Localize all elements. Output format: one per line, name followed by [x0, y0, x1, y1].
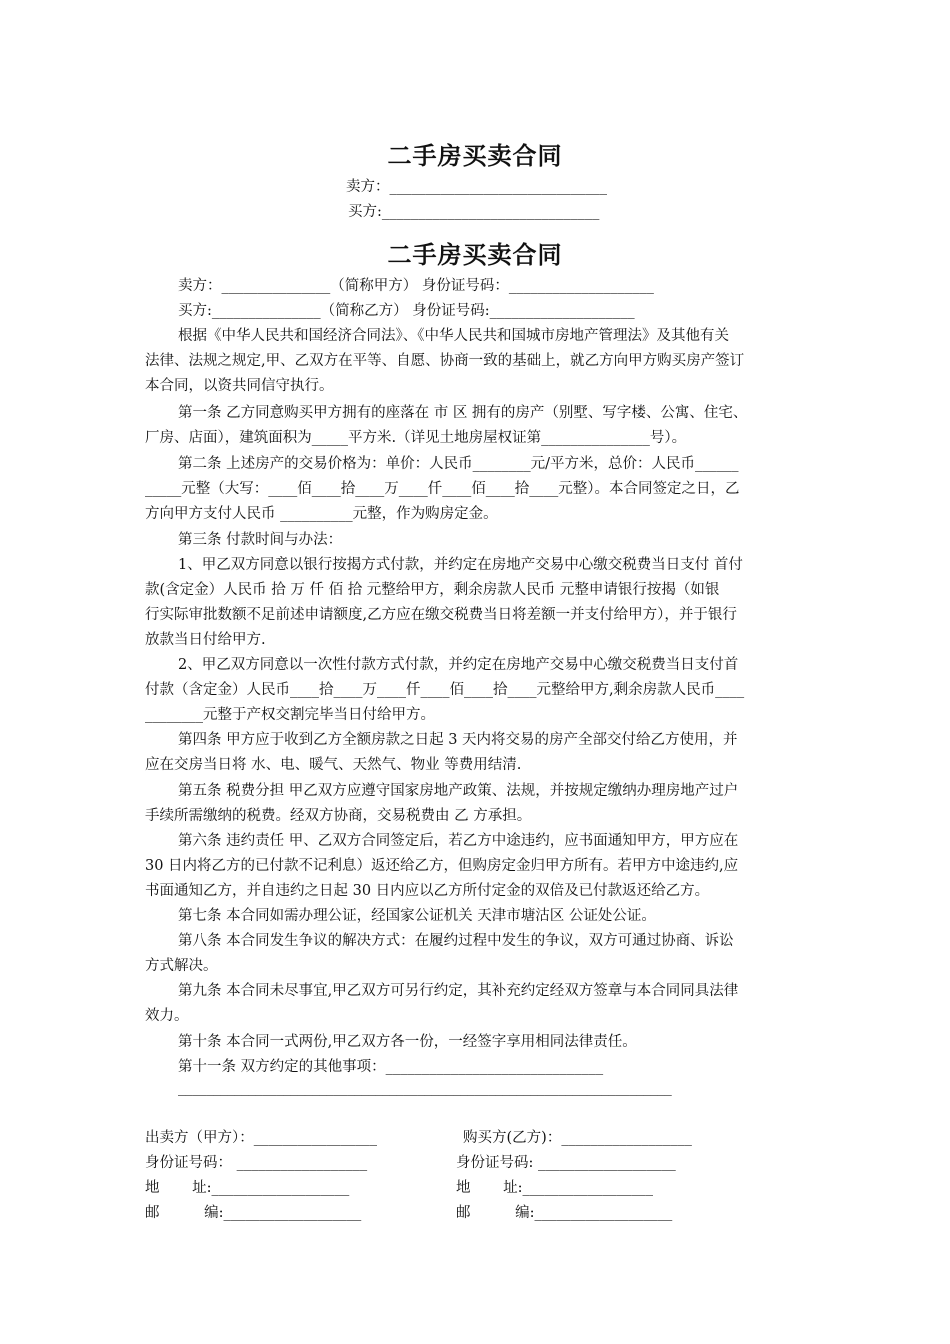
article-9-line: 效力。 [145, 1008, 189, 1024]
article-3-1-line: 款(含定金）人民币 拾 万 仟 佰 拾 元整给甲方，剩余房款人民币 元整申请银行按揭（如银 [145, 582, 720, 598]
seller-postcode-field: 邮 编:___________________ [145, 1205, 362, 1221]
article-11-blank: ______________________________________________________________________ [178, 1080, 672, 1096]
article-1-line: 第一条 乙方同意购买甲方拥有的座落在 市 区 拥有的房产（别墅、写字楼、公寓、住宅、 [178, 405, 748, 421]
article-6-line: 书面通知乙方，并自违约之日起 30 日内应以乙方所付定金的双倍及已付款返还给乙方。 [145, 883, 710, 899]
party-seller: 卖方：_______________（简称甲方） 身份证号码：____________________ [178, 278, 654, 294]
seller-name-field: 出卖方（甲方）：_________________ [145, 1130, 377, 1146]
article-8-line: 方式解决。 [145, 958, 218, 974]
intro-line: 本合同，以资共同信守执行。 [145, 378, 334, 394]
article-7: 第七条 本合同如需办理公证，经国家公证机关 天津市塘沽区 公证处公证。 [178, 908, 656, 924]
article-5-line: 手续所需缴纳的税费。经双方协商，交易税费由 乙 方承担。 [145, 808, 532, 824]
intro-line: 根据《中华人民共和国经济合同法》、《中华人民共和国城市房地产管理法》及其他有关 [178, 328, 729, 344]
article-3-2-line: ________元整于产权交割完毕当日付给甲方。 [145, 707, 435, 723]
article-6-line: 第六条 违约责任 甲、乙双方合同签定后，若乙方中途违约，应书面通知甲方，甲方应在 [178, 833, 739, 849]
party-buyer: 买方:_______________（简称乙方） 身份证号码:____________________ [178, 303, 635, 319]
article-2-line: _____元整（大写：____佰____拾____万____仟____佰____拾____元整）。本合同签定之日，乙 [145, 481, 740, 497]
article-2-line: 第二条 上述房产的交易价格为：单价：人民币________元/平方米，总价：人民币______ [178, 456, 739, 472]
article-11: 第十一条 双方约定的其他事项：______________________________ [178, 1059, 604, 1075]
article-4-line: 第四条 甲方应于收到乙方全额房款之日起 3 天内将交易的房产全部交付给乙方使用，并 [178, 732, 738, 748]
seller-id-field: 身份证号码： __________________ [145, 1155, 368, 1171]
article-3-1-line: 1、甲乙双方同意以银行按揭方式付款，并约定在房地产交易中心缴交税费当日支付 首付 [178, 557, 743, 573]
article-1-line: 厂房、店面），建筑面积为_____平方米.（详见土地房屋权证第_______________号）。 [145, 430, 687, 446]
title-main: 二手房买卖合同 [387, 241, 563, 269]
article-2-line: 方向甲方支付人民币 __________元整，作为购房定金。 [145, 506, 498, 522]
cover-seller: 卖方：______________________________ [346, 179, 607, 195]
article-3-2-line: 付款（含定金）人民币____拾____万____仟____佰____拾____元整给甲方,剩余房款人民币____ [145, 682, 745, 698]
article-10: 第十条 本合同一式两份,甲乙双方各一份，一经签字享用相同法律责任。 [178, 1034, 637, 1050]
title-top: 二手房买卖合同 [387, 142, 563, 170]
buyer-postcode-field: 邮 编:___________________ [456, 1205, 673, 1221]
article-3-1-line: 行实际审批数额不足前述申请额度,乙方应在缴交税费当日将差额一并支付给甲方），并于银行 [145, 607, 737, 623]
cover-buyer: 买方:______________________________ [348, 204, 600, 220]
article-8-line: 第八条 本合同发生争议的解决方式：在履约过程中发生的争议，双方可通过协商、诉讼 [178, 933, 734, 949]
buyer-name-field: 购买方(乙方)：__________________ [463, 1130, 692, 1146]
article-6-line: 30 日内将乙方的已付款不记利息）返还给乙方，但购房定金归甲方所有。若甲方中途违约,应 [145, 858, 739, 874]
article-9-line: 第九条 本合同未尽事宜,甲乙双方可另行约定，其补充约定经双方签章与本合同同具法律 [178, 983, 739, 999]
buyer-id-field: 身份证号码: ___________________ [456, 1155, 676, 1171]
article-5-line: 第五条 税费分担 甲乙双方应遵守国家房地产政策、法规，并按规定缴纳办理房地产过户 [178, 783, 739, 799]
intro-line: 法律、法规之规定,甲、乙双方在平等、自愿、协商一致的基础上，就乙方向甲方购买房产签订 [145, 353, 745, 369]
article-4-line: 应在交房当日将 水、电、暖气、天然气、物业 等费用结清. [145, 757, 522, 773]
article-3-2-line: 2、甲乙双方同意以一次性付款方式付款，并约定在房地产交易中心缴交税费当日支付首 [178, 657, 739, 673]
article-3-title: 第三条 付款时间与办法： [178, 532, 343, 548]
buyer-address-field: 地 址:__________________ [456, 1180, 653, 1196]
seller-address-field: 地 址:___________________ [145, 1180, 350, 1196]
article-3-1-line: 放款当日付给甲方. [145, 632, 266, 648]
